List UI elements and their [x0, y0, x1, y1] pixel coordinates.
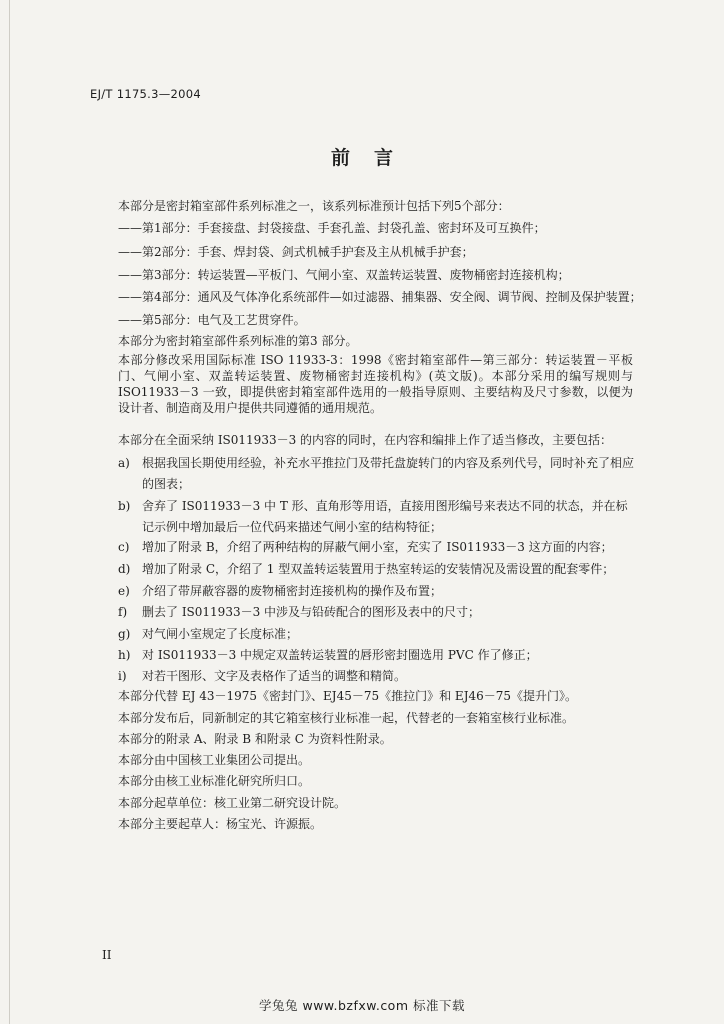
change-label: d)	[118, 562, 131, 576]
part-list-item: ——第2部分：手套、焊封袋、剑式机械手护套及主从机械手护套；	[118, 245, 474, 259]
footer-watermark-text: 学兔兔 www.bzfxw.com 标准下载	[259, 998, 465, 1013]
drafters: 本部分主要起草人：杨宝光、许源振。	[118, 817, 323, 831]
change-text: 对 IS011933－3 中规定双盖转运装置的唇形密封圈选用 PVC 作了修正；	[142, 648, 538, 662]
change-item	[118, 496, 638, 538]
annexes-statement: 本部分的附录 A、附录 B 和附录 C 为资料性附录。	[118, 732, 392, 746]
change-text: 删去了 IS011933－3 中涉及与铅砖配合的图形及表中的尺寸；	[142, 605, 481, 619]
change-text: 介绍了带屏蔽容器的废物桶密封连接机构的操作及布置；	[142, 584, 443, 598]
proposed-by: 本部分由中国核工业集团公司提出。	[118, 753, 311, 767]
replaces-statement: 本部分代替 EJ 43－1975《密封门》、EJ45－75《推拉门》和 EJ46－75《提升门》。	[118, 689, 578, 703]
change-item	[118, 602, 638, 623]
intro-paragraph: 本部分是密封箱室部件系列标准之一，该系列标准预计包括下列5个部分：	[118, 199, 510, 213]
change-label: b)	[118, 499, 131, 513]
change-label: i)	[118, 669, 127, 683]
change-label: a)	[118, 456, 130, 470]
change-item	[118, 645, 638, 666]
change-item	[118, 624, 638, 645]
changes-intro: 本部分在全面采纳 IS011933－3 的内容的同时，在内容和编排上作了适当修改，主要包括：	[118, 433, 613, 447]
change-item	[118, 537, 638, 558]
this-part-statement: 本部分为密封箱室部件系列标准的第3 部分。	[118, 334, 358, 348]
part-list-item: ——第4部分：通风及气体净化系统部件—如过滤器、捕集器、安全阀、调节阀、控制及保护装置；	[118, 290, 642, 304]
part-list-item: ——第1部分：手套接盘、封袋接盘、手套孔盖、封袋孔盖、密封环及可互换件；	[118, 221, 546, 235]
change-label: h)	[118, 648, 131, 662]
drafting-unit: 本部分起草单位：核工业第二研究设计院。	[118, 796, 347, 810]
page-number: II	[102, 948, 112, 962]
change-item	[118, 666, 638, 687]
managed-by: 本部分由核工业标准化研究所归口。	[118, 774, 311, 788]
change-text: 增加了附录 B，介绍了两种结构的屏蔽气闸小室，充实了 IS011933－3 这方面的内容；	[142, 540, 613, 554]
change-label: g)	[118, 627, 131, 641]
change-text: 增加了附录 C，介绍了 1 型双盖转运装置用于热室转运的安装情况及需设置的配套零件；	[142, 562, 615, 576]
change-item	[118, 453, 638, 495]
change-text: 对若干图形、文字及表格作了适当的调整和精简。	[142, 669, 407, 683]
document-code: EJ/T 1175.3—2004	[90, 87, 202, 101]
change-label: f)	[118, 605, 128, 619]
iso-adoption-paragraph: 本部分修改采用国际标准 ISO 11933-3：1998《密封箱室部件—第三部分：转运装置－平板门、气闸小室、双盖转运装置、废物桶密封连接机构》(英文版)。本部分采用的编写规则与 ISO11933－3 一致，即提供密封箱室部件选用的一般指导原则、主要结构及尺寸参数，以便为设计者、制造商及用户提供共同遵循的通用规范。	[118, 353, 633, 415]
part-list-item: ——第5部分：电气及工艺贯穿件。	[118, 313, 306, 327]
part-list-item: ——第3部分：转运装置—平板门、气闸小室、双盖转运装置、废物桶密封连接机构；	[118, 268, 570, 282]
change-item	[118, 581, 638, 602]
release-statement: 本部分发布后，同新制定的其它箱室核行业标准一起，代替老的一套箱室核行业标准。	[118, 711, 575, 725]
change-label: c)	[118, 540, 130, 554]
change-text: 根据我国长期使用经验，补充水平推拉门及带托盘旋转门的内容及系列代号，同时补充了相应的图表；	[142, 456, 635, 491]
change-label: e)	[118, 584, 130, 598]
page-title: 前言	[330, 147, 417, 169]
change-item	[118, 559, 638, 580]
change-text: 舍弃了 IS011933－3 中 T 形、直角形等用语，直接用图形编号来表达不同的状态，并在标记示例中增加最后一位代码来描述气闸小室的结构特征；	[142, 499, 628, 534]
change-text: 对气闸小室规定了长度标准；	[142, 627, 299, 641]
